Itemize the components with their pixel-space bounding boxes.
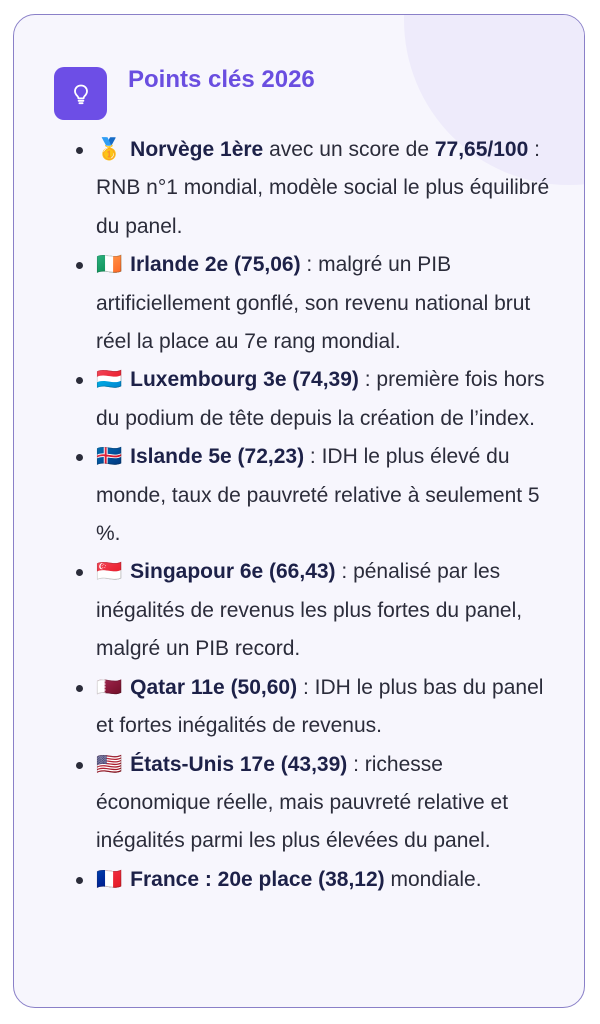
item-highlight: États-Unis 17e (43,39) [130,752,348,776]
list-item [14,669,584,746]
bullet [76,147,83,154]
qatar-flag-icon: 🇶🇦 [96,675,123,699]
bullet [76,762,83,769]
ireland-flag-icon: 🇮🇪 [96,253,123,277]
item-text: : richesse économique réelle, mais pauvreté relative et inégalités parmi les plus élevées du panel. [96,752,509,853]
item-text: : pénalisé par les inégalités de revenus les plus fortes du panel, malgré un PIB record. [96,560,523,661]
luxembourg-flag-icon: 🇱🇺 [96,368,123,392]
item-text: : première fois hors du podium de tête depuis la création de l’index. [96,368,545,430]
singapore-flag-icon: 🇸🇬 [96,560,123,584]
item-highlight: Norvège 1ère [130,138,264,161]
item-highlight: France : 20e place (38,12) [130,867,385,891]
bullet [76,262,83,269]
lightbulb-icon [54,67,107,120]
item-text: : IDH le plus bas du panel et fortes inégalités de revenus. [96,675,544,738]
item-text: : IDH le plus élevé du monde, taux de pauvreté relative à seulement 5 %. [96,445,540,546]
item-highlight: Irlande 2e (75,06) [130,253,301,277]
bullet [76,454,83,461]
gold-medal-icon: 🥇 [96,138,123,161]
key-points-list [14,131,584,899]
key-points-card [13,14,585,1008]
item-highlight: Islande 5e (72,23) [130,445,305,469]
bullet [76,877,83,884]
list-item [14,746,584,861]
usa-flag-icon: 🇺🇸 [96,752,123,776]
bullet [76,569,83,576]
item-text: avec un score de [263,138,435,161]
item-text: : malgré un PIB artificiellement gonflé, son revenu national brut réel la place au 7e rang mondial. [96,253,531,354]
list-item [14,131,584,246]
list-item [14,246,584,361]
card-title: Points clés 2026 [128,66,315,93]
iceland-flag-icon: 🇮🇸 [96,445,123,469]
list-item [14,361,584,438]
item-highlight: Singapour 6e (66,43) [130,560,336,584]
item-highlight: Luxembourg 3e (74,39) [130,368,359,392]
item-highlight-score: 77,65/100 [434,138,529,161]
list-item [14,553,584,668]
item-text: mondiale. [384,867,482,891]
bullet [76,685,83,692]
item-text: : RNB n°1 mondial, modèle social le plus équilibré du panel. [96,138,550,238]
france-flag-icon: 🇫🇷 [96,867,123,891]
card-header [54,67,315,120]
list-item [14,438,584,553]
bullet [76,377,83,384]
item-highlight: Qatar 11e (50,60) [130,675,298,699]
list-item [14,861,584,899]
